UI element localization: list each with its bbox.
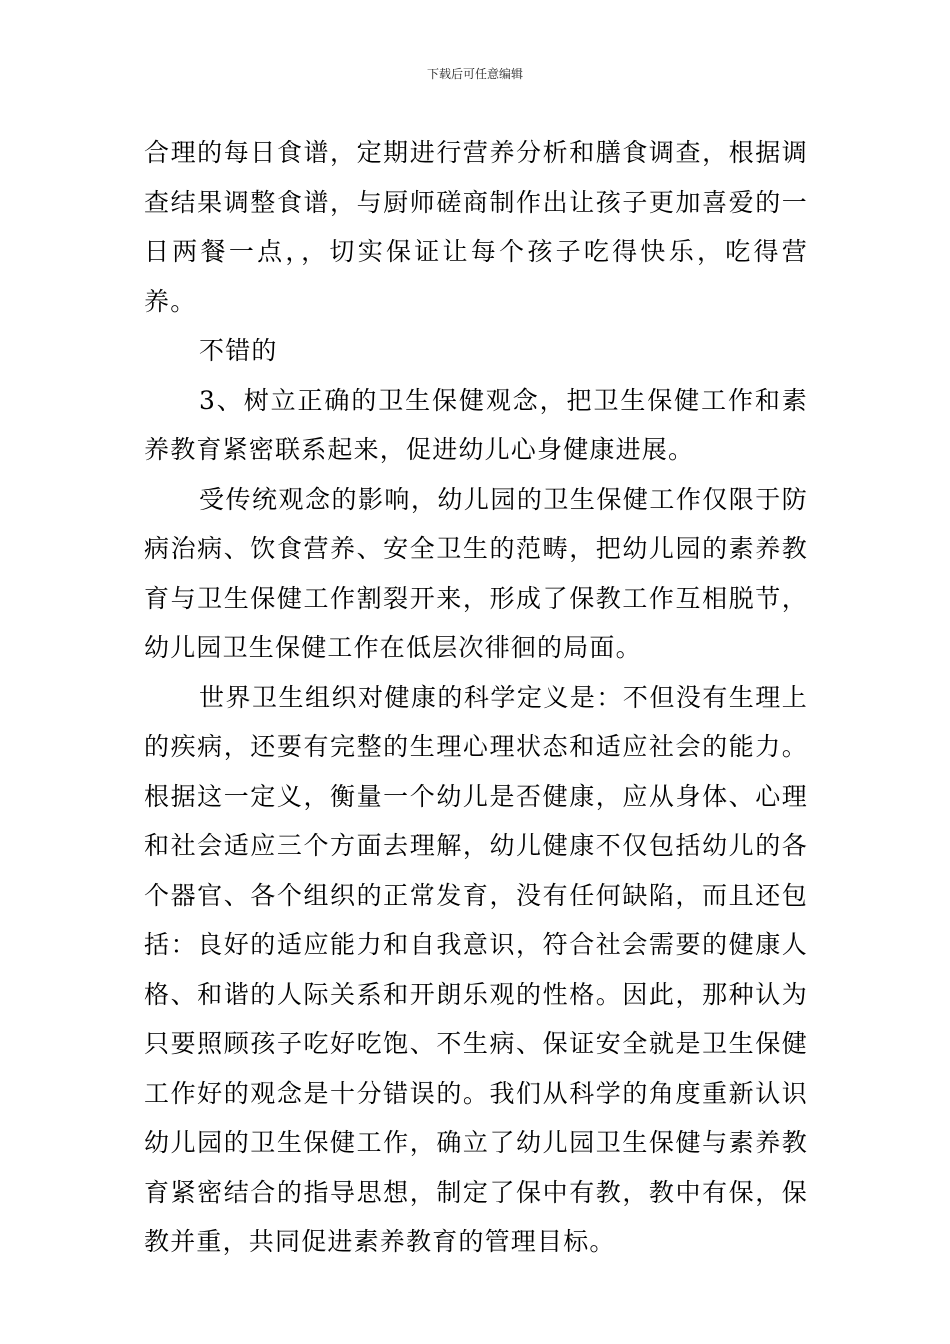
paragraph-1: 合理的每日食谱，定期进行营养分析和膳食调查，根据调查结果调整食谱，与厨师磋商制作出让孩子更加喜爱的一日两餐一点，，切实保证让每个孩子吃得快乐，吃得营养。 <box>144 138 808 316</box>
paragraph-2: 不错的 <box>199 336 278 365</box>
paragraph-5: 世界卫生组织对健康的科学定义是：不但没有生理上的疾病，还要有完整的生理心理状态和适应社会的能力。根据这一定义，衡量一个幼儿是否健康，应从身体、心理和社会适应三个方面去理解，幼儿健康不仅包括幼儿的各个器官、各个组织的正常发育，没有任何缺陷，而且还包括：良好的适应能力和自我意识，符合社会需要的健康人格、和谐的人际关系和开朗乐观的性格。因此，那种认为只要照顾孩子吃好吃饱、不生病、保证安全就是卫生保健工作好的观念是十分错误的。我们从科学的角度重新认识幼儿园的卫生保健工作，确立了幼儿园卫生保健与素养教育紧密结合的指导思想，制定了保中有教，教中有保，保教并重，共同促进素养教育的管理目标。 <box>144 682 808 1256</box>
page-header: 下载后可任意编辑 <box>426 67 523 81</box>
paragraph-4: 受传统观念的影响，幼儿园的卫生保健工作仅限于防病治病、饮食营养、安全卫生的范畴，把幼儿园的素养教育与卫生保健工作割裂开来，形成了保教工作互相脱节，幼儿园卫生保健工作在低层次徘徊的局面。 <box>144 484 808 662</box>
paragraph-3: 3、树立正确的卫生保健观念，把卫生保健工作和素养教育紧密联系起来，促进幼儿心身健康进展。 <box>144 385 808 464</box>
document-body <box>144 128 808 1267</box>
